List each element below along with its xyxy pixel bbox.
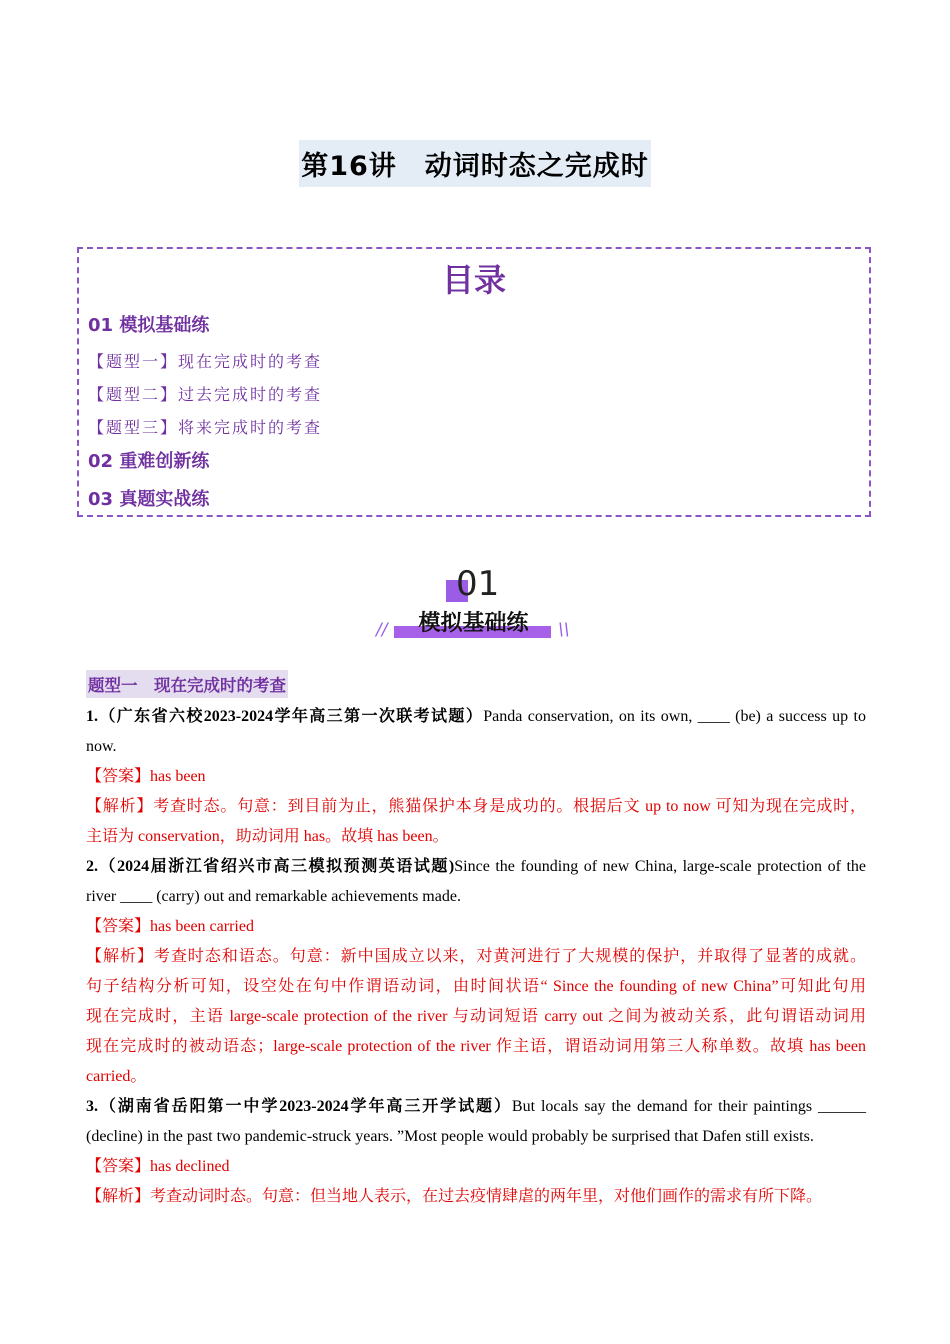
q1-line-1 [86, 702, 866, 732]
q2-source: （2024届浙江省绍兴市高三模拟预测英语试题) [98, 858, 455, 875]
q1-answer-line [86, 762, 866, 792]
toc-sub-3[interactable]: 【题型三】将来完成时的考查 [88, 418, 323, 437]
slash-decoration-right: \\ [558, 620, 570, 640]
q1-source: （广东省六校2023-2024学年高三第一次联考试题） [98, 708, 484, 725]
q1-text-2: now. [86, 738, 117, 755]
q2-analysis-5: carried。 [86, 1068, 147, 1085]
q2-answer: has been carried [150, 918, 254, 935]
q3-analysis-tag: 【解析】 [86, 1188, 151, 1205]
q1-answer: has been [150, 768, 206, 785]
question-block-1 [86, 702, 866, 852]
q3-answer-tag: 【答案】 [86, 1158, 151, 1175]
badge-label: 模拟基础练 [418, 611, 529, 636]
toc-heading: 目录 [441, 261, 506, 299]
q3-source: （湖南省岳阳第一中学2023-2024学年高三开学试题） [98, 1098, 512, 1115]
q2-analysis-3: 现在完成时，主语 large-scale protection of the river 与动词短语 carry out 之间为被动关系，此句谓语动词用 [86, 1008, 866, 1025]
question-block-3 [86, 1092, 866, 1212]
q1-analysis-2: 主语为 conservation，助动词用 has。故填 has been。 [86, 828, 449, 845]
q3-text-1: But locals say the demand for their paintings ______ [511, 1098, 866, 1115]
q2-analysis-2: 句子结构分析可知，设空处在句中作谓语动词，由时间状语“ Since the founding of new China”可知此句用 [86, 978, 866, 995]
q1-answer-tag: 【答案】 [86, 768, 151, 785]
q3-number: 3. [86, 1098, 98, 1115]
page-title: 第16讲 动词时态之完成时 [299, 140, 651, 187]
q2-answer-tag: 【答案】 [86, 918, 151, 935]
q2-answer-line [86, 912, 866, 942]
q1-number: 1. [86, 708, 98, 725]
q1-analysis-line-1 [86, 792, 866, 822]
section-badge [376, 560, 576, 650]
question-block-2 [86, 852, 866, 1092]
q2-number: 2. [86, 858, 98, 875]
table-of-contents [77, 247, 871, 517]
q1-text-1: Panda conservation, on its own, ____ (be) a success up to [483, 708, 866, 725]
q3-answer: has declined [150, 1158, 230, 1175]
q2-analysis-tag: 【解析】 [86, 948, 154, 965]
toc-sub-1[interactable]: 【题型一】现在完成时的考查 [88, 352, 323, 371]
q3-answer-line [86, 1152, 866, 1182]
q1-analysis-1: 考查时态。句意：到目前为止，熊猫保护本身是成功的。根据后文 up to now 可知为现在完成时， [153, 798, 866, 815]
toc-section-02[interactable]: 02 重难创新练 [88, 451, 210, 472]
q3-line-1 [86, 1092, 866, 1122]
slash-decoration-left: // [376, 620, 388, 640]
badge-number: 01 [456, 564, 500, 604]
q2-analysis-line-1 [86, 942, 866, 972]
q2-text-1: Since the founding of new China, large-scale protection of the [454, 858, 866, 875]
q3-analysis-1: 考查动词时态。句意：但当地人表示，在过去疫情肆虐的两年里，对他们画作的需求有所下降。 [150, 1188, 823, 1205]
toc-sub-2[interactable]: 【题型二】过去完成时的考查 [88, 385, 323, 404]
q2-text-2: river ____ (carry) out and remarkable achievements made. [86, 888, 461, 905]
question-type-heading: 题型一 现在完成时的考查 [86, 670, 288, 698]
q2-analysis-4: 现在完成时的被动语态；large-scale protection of the river 作主语，谓语动词用第三人称单数。故填 has been [86, 1038, 866, 1055]
q3-text-2: (decline) in the past two pandemic-struck years. ”Most people would probably be surprised that Dafen still exists. [86, 1128, 814, 1145]
toc-section-01[interactable]: 01 模拟基础练 [88, 315, 210, 336]
q3-analysis-line-1 [86, 1182, 866, 1212]
q2-line-1 [86, 852, 866, 882]
page-title-wrap [0, 140, 950, 187]
toc-section-03[interactable]: 03 真题实战练 [88, 489, 210, 510]
q2-analysis-1: 考查时态和语态。句意：新中国成立以来，对黄河进行了大规模的保护，并取得了显著的成就。 [153, 948, 866, 965]
q1-analysis-tag: 【解析】 [86, 798, 154, 815]
